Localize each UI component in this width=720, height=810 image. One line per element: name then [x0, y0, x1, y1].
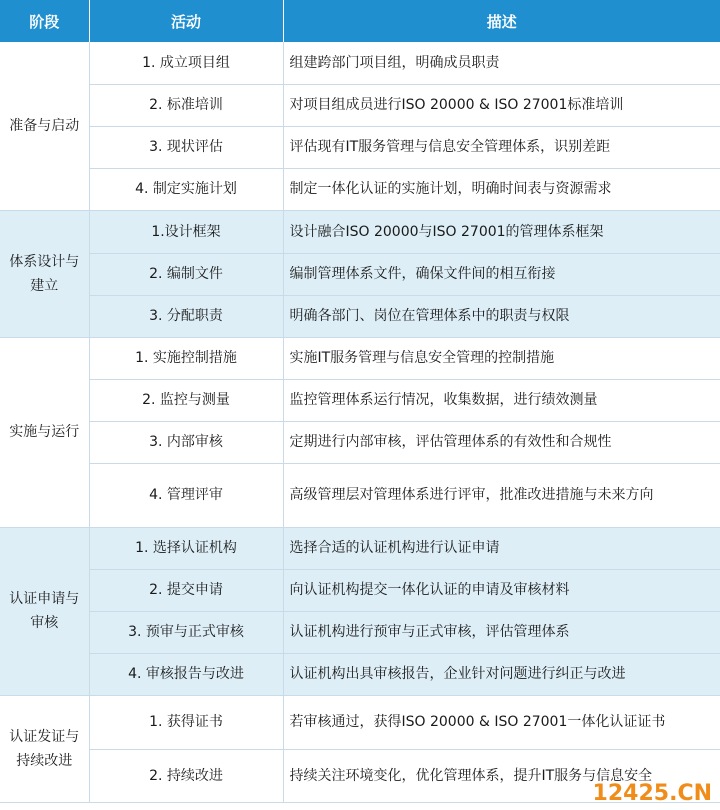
activity-cell: 1. 成立项目组	[89, 42, 283, 84]
activity-cell: 3. 内部审核	[89, 421, 283, 463]
activity-cell: 2. 编制文件	[89, 253, 283, 295]
stage-cell: 认证申请与审核	[0, 527, 89, 695]
table-row	[0, 653, 720, 695]
description-cell: 若审核通过，获得ISO 20000 & ISO 27001一体化认证证书	[283, 695, 720, 749]
stage-cell: 准备与启动	[0, 42, 89, 210]
activity-cell: 3. 分配职责	[89, 295, 283, 337]
header-activity: 活动	[89, 0, 283, 42]
activity-cell: 4. 管理评审	[89, 463, 283, 527]
description-cell: 编制管理体系文件，确保文件间的相互衔接	[283, 253, 720, 295]
table-row	[0, 569, 720, 611]
activity-cell: 2. 监控与测量	[89, 379, 283, 421]
table-row	[0, 463, 720, 527]
site-watermark: 12425.CN	[592, 781, 712, 806]
description-cell: 对项目组成员进行ISO 20000 & ISO 27001标准培训	[283, 84, 720, 126]
activity-cell: 4. 制定实施计划	[89, 168, 283, 210]
table-row	[0, 210, 720, 253]
table-row	[0, 84, 720, 126]
activity-cell: 1. 实施控制措施	[89, 337, 283, 379]
description-cell: 制定一体化认证的实施计划，明确时间表与资源需求	[283, 168, 720, 210]
description-cell: 向认证机构提交一体化认证的申请及审核材料	[283, 569, 720, 611]
activity-cell: 4. 审核报告与改进	[89, 653, 283, 695]
table-row	[0, 337, 720, 379]
description-cell: 高级管理层对管理体系进行评审，批准改进措施与未来方向	[283, 463, 720, 527]
description-cell: 持续关注环境变化，优化管理体系，提升IT服务与信息安全	[283, 749, 720, 802]
activity-cell: 2. 标准培训	[89, 84, 283, 126]
activity-cell: 3. 现状评估	[89, 126, 283, 168]
header-stage: 阶段	[0, 0, 89, 42]
description-cell: 认证机构出具审核报告，企业针对问题进行纠正与改进	[283, 653, 720, 695]
description-cell: 组建跨部门项目组，明确成员职责	[283, 42, 720, 84]
stage-cell: 认证发证与持续改进	[0, 695, 89, 802]
description-cell: 设计融合ISO 20000与ISO 27001的管理体系框架	[283, 210, 720, 253]
header-description: 描述	[283, 0, 720, 42]
description-cell: 认证机构进行预审与正式审核，评估管理体系	[283, 611, 720, 653]
table-row	[0, 126, 720, 168]
activity-cell: 2. 提交申请	[89, 569, 283, 611]
activity-cell: 2. 持续改进	[89, 749, 283, 802]
table-row	[0, 253, 720, 295]
table-row	[0, 611, 720, 653]
stage-cell: 体系设计与建立	[0, 210, 89, 337]
description-cell: 明确各部门、岗位在管理体系中的职责与权限	[283, 295, 720, 337]
description-cell: 实施IT服务管理与信息安全管理的控制措施	[283, 337, 720, 379]
description-cell: 选择合适的认证机构进行认证申请	[283, 527, 720, 569]
activity-cell: 1.设计框架	[89, 210, 283, 253]
stage-cell: 实施与运行	[0, 337, 89, 527]
table-row	[0, 379, 720, 421]
table-row	[0, 168, 720, 210]
activity-cell: 1. 选择认证机构	[89, 527, 283, 569]
activity-cell: 1. 获得证书	[89, 695, 283, 749]
description-cell: 评估现有IT服务管理与信息安全管理体系，识别差距	[283, 126, 720, 168]
table-row	[0, 421, 720, 463]
activity-cell: 3. 预审与正式审核	[89, 611, 283, 653]
table-row	[0, 695, 720, 749]
description-cell: 监控管理体系运行情况，收集数据，进行绩效测量	[283, 379, 720, 421]
description-cell: 定期进行内部审核，评估管理体系的有效性和合规性	[283, 421, 720, 463]
table-row	[0, 42, 720, 84]
table-row	[0, 295, 720, 337]
table-header-row	[0, 0, 720, 42]
table-row	[0, 527, 720, 569]
